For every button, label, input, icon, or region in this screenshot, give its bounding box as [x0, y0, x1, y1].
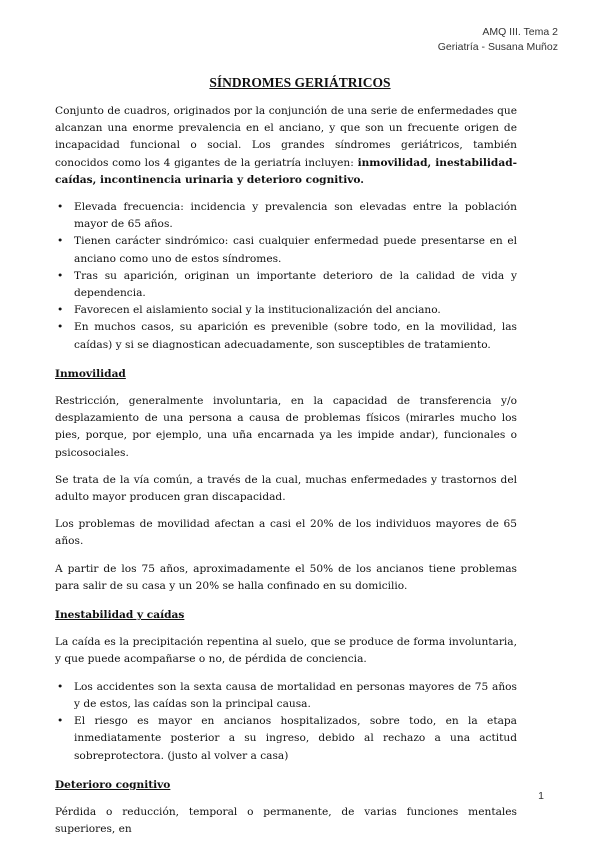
list-item: • Favorecen el aislamiento social y la institucionalización del anciano.: [55, 302, 517, 319]
document-body: [55, 103, 517, 838]
bullet-icon: •: [57, 269, 64, 282]
section-heading-inmovilidad: Inmovilidad: [55, 367, 126, 380]
bullet-icon: •: [57, 680, 64, 693]
section-heading-inestabilidad: Inestabilidad y caídas: [55, 609, 185, 622]
bullet-icon: •: [57, 321, 64, 334]
intro-paragraph: [55, 103, 517, 189]
features-list: [55, 199, 517, 354]
page-header: [438, 25, 558, 55]
section-heading-deterioro: Deterioro cognitivo: [55, 778, 171, 791]
inmovilidad-paragraph: A partir de los 75 años, aproximadamente el 50% de los ancianos tiene problemas para salir de su casa y un 20% se halla confinado en su domicilio.: [55, 562, 517, 592]
inestabilidad-list: [55, 679, 517, 765]
bullet-icon: •: [57, 304, 64, 317]
inmovilidad-paragraph: Restricción, generalmente involuntaria, en la capacidad de transferencia y/o desplazamiento de una persona a causa de problemas físicos (mirarles mucho los pies, porque, por ejemplo, una uña encarnada ya les impide andar), funcionales o psicosociales.: [55, 395, 517, 459]
document-title: SÍNDROMES GERIÁTRICOS: [209, 75, 391, 90]
deterioro-paragraph: Pérdida o reducción, temporal o permanente, de varias funciones mentales superiores, en: [55, 805, 517, 836]
header-course: AMQ III. Tema 2: [482, 26, 558, 38]
list-item: • El riesgo es mayor en ancianos hospitalizados, sobre todo, en la etapa inmediatamente posterior a su ingreso, debido al rechazo a una actitud sobreprotectora. (justo al volver a casa): [57, 715, 517, 762]
page-number: 1: [538, 790, 544, 802]
header-subject: Geriatría - Susana Muñoz: [437, 41, 558, 53]
inmovilidad-paragraph: Los problemas de movilidad afectan a casi el 20% de los individuos mayores de 65 años.: [55, 518, 517, 548]
list-item: • Elevada frecuencia: incidencia y prevalencia son elevadas entre la población mayor de 65 años.: [57, 201, 517, 231]
inmovilidad-paragraph: Se trata de la vía común, a través de la cual, muchas enfermedades y trastornos del adulto mayor producen gran discapacidad.: [55, 473, 517, 504]
list-item: • Tras su aparición, originan un importante deterioro de la calidad de vida y dependencia.: [57, 269, 517, 300]
intro-text: Conjunto de cuadros, originados por la conjunción de una serie de enfermedades que alcanzan una enorme prevalencia en el anciano, y que son un frecuente origen de incapacidad funcional o social. Los grandes síndromes geriátricos, también conocidos como los 4 gigantes de la geriatría incluyen:: [55, 105, 517, 169]
bullet-icon: •: [57, 201, 64, 214]
list-item: • En muchos casos, su aparición es prevenible (sobre todo, en la movilidad, las caídas) y si se diagnostican adecuadamente, son susceptibles de tratamiento.: [57, 321, 517, 351]
bullet-icon: •: [57, 235, 64, 248]
intro-bold: inmovilidad, inestabilidad-caídas, incontinencia urinaria y deterioro cognitivo.: [55, 156, 517, 186]
bullet-icon: •: [57, 715, 64, 728]
list-item: • Los accidentes son la sexta causa de mortalidad en personas mayores de 75 años y de estos, las caídas son la principal causa.: [57, 680, 517, 710]
list-item: • Tienen carácter sindrómico: casi cualquier enfermedad puede presentarse en el anciano como uno de estos síndromes.: [57, 235, 517, 265]
inestabilidad-paragraph: La caída es la precipitación repentina al suelo, que se produce de forma involuntaria, y que puede acompañarse o no, de pérdida de conciencia.: [55, 636, 517, 666]
